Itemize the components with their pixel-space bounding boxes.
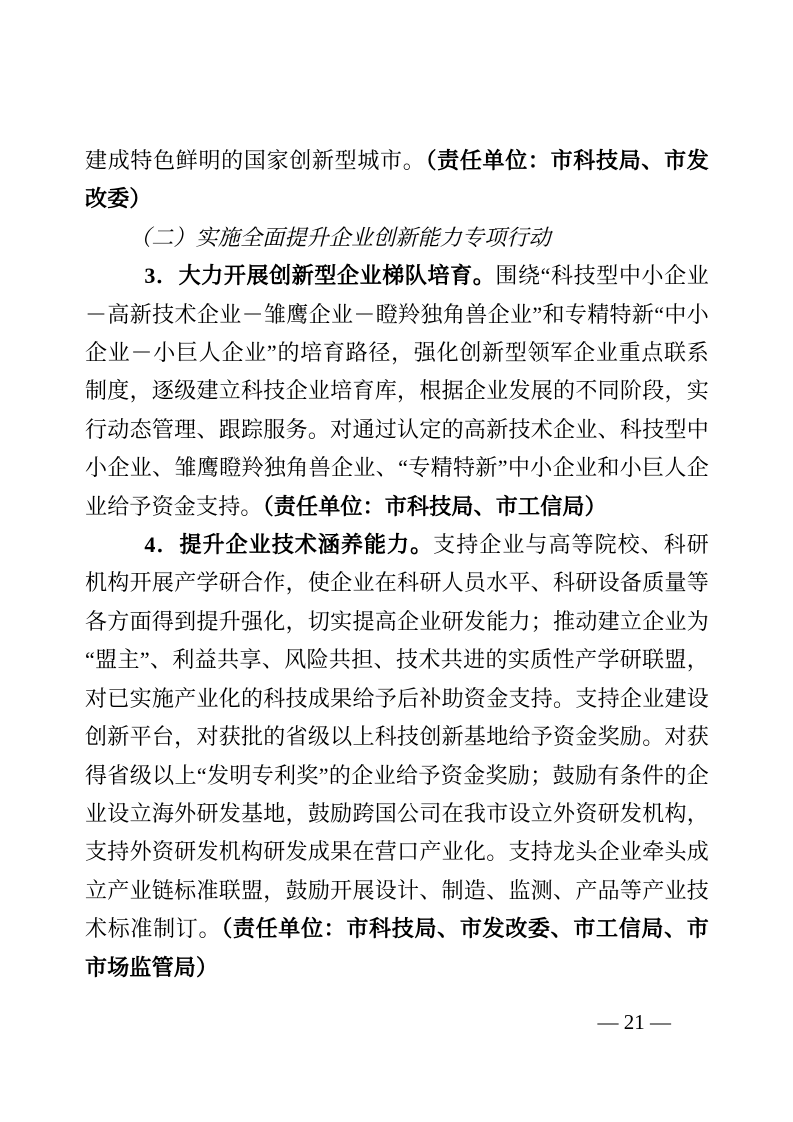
section-heading-text: （二）实施全面提升企业创新能力专项行动 xyxy=(129,224,551,250)
document-body xyxy=(85,142,709,987)
responsibility-unit-label: （责任单位：市科技局、市工信局） xyxy=(262,493,607,519)
page-number xyxy=(598,1010,672,1034)
body-text-segment: 建成特色鲜明的国家创新型城市。 xyxy=(85,148,426,173)
body-text-segment: 围绕“科技型中小企业－高新技术企业－雏鹰企业－瞪羚独角兽企业”和专精特新“中小企业－小巨人企业”的培育路径，强化创新型领军企业重点联系制度，逐级建立科技企业培育库，根据企业发展的不同阶段，实行动态管理、跟踪服务。对通过认定的高新技术企业、科技型中小企业、雏鹰瞪羚独角兽企业、“专精特新”中小企业和小巨人企业给予资金支持。 xyxy=(85,263,710,519)
body-text-segment: 支持企业与高等院校、科研机构开展产学研合作，使企业在科研人员水平、科研设备质量等各方面得到提升强化，切实提高企业研发能力；推动建立企业为“盟主”、利益共享、风险共担、技术共进的实质性产学研联盟，对已实施产业化的科技成果给予后补助资金支持。支持企业建设创新平台，对获批的省级以上科技创新基地给予资金奖励。对获得省级以上“发明专利奖”的企业给予资金奖励；鼓励有条件的企业设立海外研发基地，鼓励跨国公司在我市设立外资研发机构，支持外资研发机构研发成果在营口产业化。支持龙头企业牵头成立产业链标准联盟，鼓励开展设计、制造、监测、产品等产业技术标准制订。 xyxy=(85,532,709,942)
paragraph-continuation xyxy=(85,142,709,219)
paragraph-item-3 xyxy=(85,257,709,526)
page-number-text: — 21 — xyxy=(597,1010,671,1034)
section-heading xyxy=(85,219,709,257)
responsibility-unit-label: （责任单位：市科技局、市发改委、市工信局、市市场监管局） xyxy=(85,916,710,980)
paragraph-item-4 xyxy=(85,526,709,987)
item-3-title: 3．大力开展创新型企业梯队培育。 xyxy=(144,263,496,289)
item-4-title: 4．提升企业技术涵养能力。 xyxy=(144,532,434,558)
responsibility-unit-label: （责任单位：市科技局、市发改委） xyxy=(85,148,709,212)
